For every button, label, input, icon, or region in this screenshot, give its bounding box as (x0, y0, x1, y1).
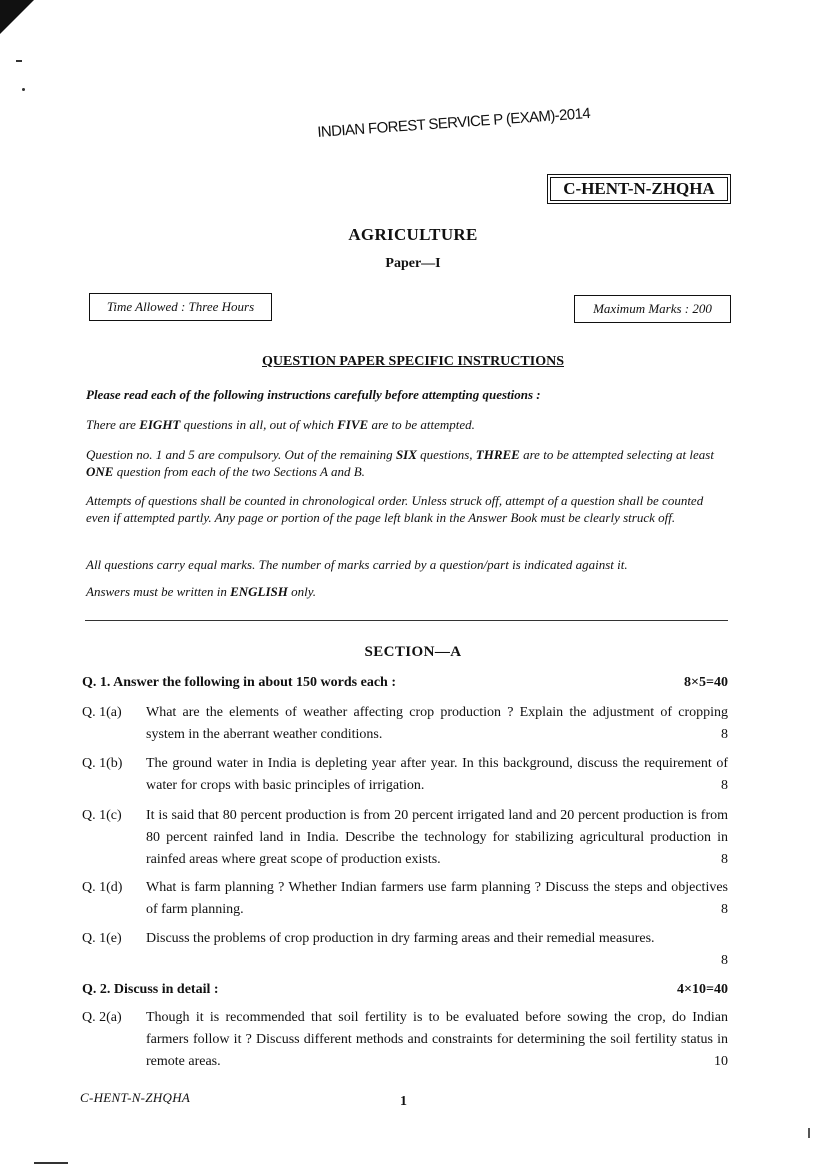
question-part: Q. 1(b) The ground water in India is depleting year after year. In this background, discuss the requirement of water for crops with basic principles of irrigation. 8 (82, 756, 728, 793)
scan-artifact (808, 1128, 810, 1138)
question-part: Q. 1(d) What is farm planning ? Whether Indian farmers use farm planning ? Discuss the steps and objectives of farm planning. 8 (82, 880, 728, 917)
paper-code-box: C-HENT-N-ZHQHA (547, 174, 731, 204)
instruction-item: All questions carry equal marks. The number of marks carried by a question/part is indicated against it. (86, 557, 628, 572)
exam-stamp: INDIAN FOREST SERVICE P (EXAM)-2014 (316, 104, 591, 141)
question-heading: Q. 1. Answer the following in about 150 words each : 8×5=40 (82, 675, 728, 690)
question-part: Q. 1(c) It is said that 80 percent production is from 20 percent irrigated land and 20 percent production is from 80 percent rainfed land in India. Describe the technology for stabilizing agricultural production in rainfed areas where great scope of production exists. 8 (82, 808, 728, 867)
question-part: Q. 2(a) Though it is recommended that soil fertility is to be evaluated before sowing the crop, do Indian farmers follow it ? Discuss different methods and constraints for determining the soil fertility status in remote areas. 10 (82, 1010, 728, 1069)
question-part: Q. 1(a) What are the elements of weather affecting crop production ? Explain the adjustment of cropping system in the aberrant weather conditions. 8 (82, 705, 728, 742)
subject-title: AGRICULTURE (348, 225, 478, 244)
instruction-item: There are EIGHT questions in all, out of which FIVE are to be attempted. (86, 417, 475, 432)
footer-paper-code: C-HENT-N-ZHQHA (80, 1090, 191, 1105)
paper-number: Paper—I (385, 256, 441, 271)
question-heading: Q. 2. Discuss in detail : 4×10=40 (82, 982, 728, 997)
instructions-heading: QUESTION PAPER SPECIFIC INSTRUCTIONS (262, 354, 564, 369)
maximum-marks-box: Maximum Marks : 200 (574, 295, 731, 323)
scan-artifact (22, 88, 25, 91)
divider (85, 620, 728, 621)
page-number: 1 (400, 1094, 407, 1109)
instruction-item: Attempts of questions shall be counted in chronological order. Unless struck off, attempt of a question shall be counted even if attempted partly. Any page or portion of the page left blank in the Answer Book must be clearly struck off. (86, 493, 704, 525)
scan-artifact (34, 1162, 68, 1164)
time-allowed-box: Time Allowed : Three Hours (89, 293, 272, 321)
scan-artifact (16, 60, 22, 62)
instruction-item: Answers must be written in ENGLISH only. (86, 584, 317, 599)
section-title: SECTION—A (364, 644, 462, 660)
instruction-item: Question no. 1 and 5 are compulsory. Out of the remaining SIX questions, THREE are to be attempted selecting at least ONE question from each of the two Sections A and B. (86, 447, 714, 479)
question-part: Q. 1(e) Discuss the problems of crop production in dry farming areas and their remedial measures. 8 (82, 931, 728, 968)
instructions-lead: Please read each of the following instructions carefully before attempting questions : (86, 387, 541, 402)
corner-scan-mark (0, 0, 34, 34)
